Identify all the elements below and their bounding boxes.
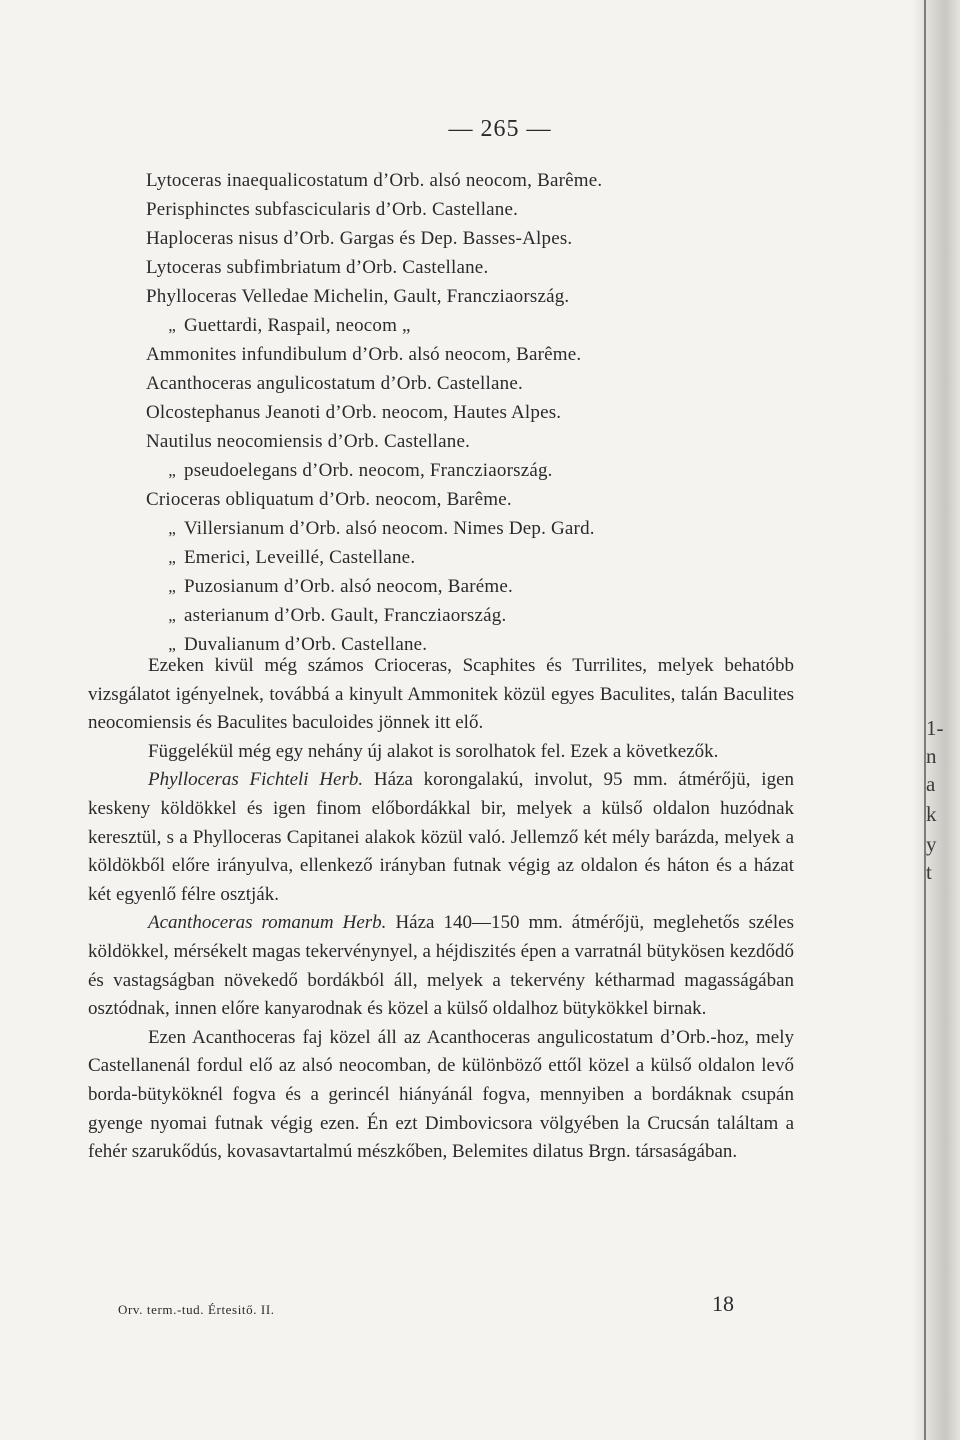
species-entry: Lytoceras inaequalicostatum d’Orb. alsó neocom, Barême. — [146, 170, 603, 191]
journal-signature: Orv. term.-tud. Értesitő. II. — [118, 1302, 275, 1317]
species-name: Acanthoceras romanum Herb. — [148, 912, 387, 934]
species-name: Phylloceras Fichteli Herb. — [148, 769, 364, 791]
paragraph: Phylloceras Fichteli Herb. Háza korongalakú, involut, 95 mm. átmérőjü, igen keskeny köldökkel és igen finom előbordákkal bir, melyek a külső oldalon huzódnak keresztül, s a Phylloceras Capitanei alakok közül való. Jellemző két mély barázda, melyek a köldökből előre irányulva, ellenkező irányban futnak végig az oldalon és háton és a házat két egyenlő félre osztják. — [88, 769, 794, 905]
paragraph: Függelékül még egy nehány új alakot is sorolhatok fel. Ezek a következők. — [148, 740, 719, 762]
species-entry: Perisphinctes subfascicularis d’Orb. Castellane. — [146, 199, 519, 220]
species-entry: Nautilus neocomiensis d’Orb. Castellane. — [146, 431, 471, 452]
margin-bleed-text: 1- — [926, 716, 944, 740]
paragraph: Acanthoceras romanum Herb. Háza 140—150 mm. átmérőjü, meglehetős széles köldökkel, mérsékelt magas tekervénynyel, a héjdiszités épen a varratnál bütykösen kezdődő és vastagságban növekedő bordákból áll, melyek a tekervény kétharmad magasságában osztódnak, innen előre kanyarodnak és közel a külső oldalhoz bütykökkel birnak. — [88, 912, 794, 1020]
signature-number: 18 — [712, 1291, 734, 1316]
species-entry: Olcostephanus Jeanoti d’Orb. neocom, Hautes Alpes. — [146, 402, 562, 423]
species-entry: Ammonites infundibulum d’Orb. alsó neocom, Barême. — [146, 344, 582, 365]
species-entry: „ Emerici, Leveillé, Castellane. — [146, 547, 415, 569]
ditto-mark: „ — [168, 577, 176, 596]
margin-bleed-text: n — [926, 744, 937, 768]
page-number: — 265 — — [448, 116, 552, 142]
ditto-mark: „ — [168, 548, 176, 567]
ditto-mark: „ — [168, 606, 176, 625]
body-text — [88, 652, 794, 1167]
species-entry: Phylloceras Velledae Michelin, Gault, Francziaország. — [146, 286, 570, 307]
species-entry: „ pseudoelegans d’Orb. neocom, Francziaország. — [146, 460, 553, 482]
margin-bleed-text: k — [926, 802, 937, 826]
paragraph: Ezen Acanthoceras faj közel áll az Acanthoceras angulicostatum d’Orb.-hoz, mely Castellanenál fordul elő az alsó neocomban, de különböző ettől közel a külső oldalon levő borda-bütyköknél fogva és a gerincél hiányánál fogva, mennyiben a bordáknak csupán gyenge nyomai futnak végig ezen. Én ezt Dimbovicsora völgyében la Crucsán találtam a fehér szarukődús, kovasavtartalmú mészkőben, Belemites dilatus Brgn. társaságában. — [88, 1026, 794, 1163]
margin-bleed-text: t — [926, 860, 932, 884]
margin-bleed-text: y — [926, 832, 937, 856]
species-entry: Acanthoceras angulicostatum d’Orb. Castellane. — [146, 373, 523, 394]
species-entry: „ Duvalianum d’Orb. Castellane. — [146, 634, 427, 656]
species-entry: „ Puzosianum d’Orb. alsó neocom, Baréme. — [146, 576, 513, 598]
species-entry: Crioceras obliquatum d’Orb. neocom, Barême. — [146, 489, 512, 510]
ditto-mark: „ — [168, 635, 176, 654]
paragraph: Ezeken kivül még számos Crioceras, Scaphites és Turrilites, melyek behatóbb vizsgálatot igényelnek, továbbá a kinyult Ammonitek közül egyes Baculites, talán Baculites neocomiensis és Baculites baculoides jönnek itt elő. — [88, 655, 794, 734]
ditto-mark: „ — [168, 316, 176, 335]
ditto-mark: „ — [168, 519, 176, 538]
species-entry: „ Guettardi, Raspail, neocom „ — [146, 315, 411, 337]
species-entry: „ Villersianum d’Orb. alsó neocom. Nimes Dep. Gard. — [146, 518, 595, 540]
species-entry: Haploceras nisus d’Orb. Gargas és Dep. Basses-Alpes. — [146, 228, 573, 249]
ditto-mark: „ — [168, 461, 176, 480]
species-entry: Lytoceras subfimbriatum d’Orb. Castellane. — [146, 257, 489, 278]
species-entry: „ asterianum d’Orb. Gault, Francziaország. — [146, 605, 506, 627]
margin-bleed-text: a — [926, 772, 936, 796]
